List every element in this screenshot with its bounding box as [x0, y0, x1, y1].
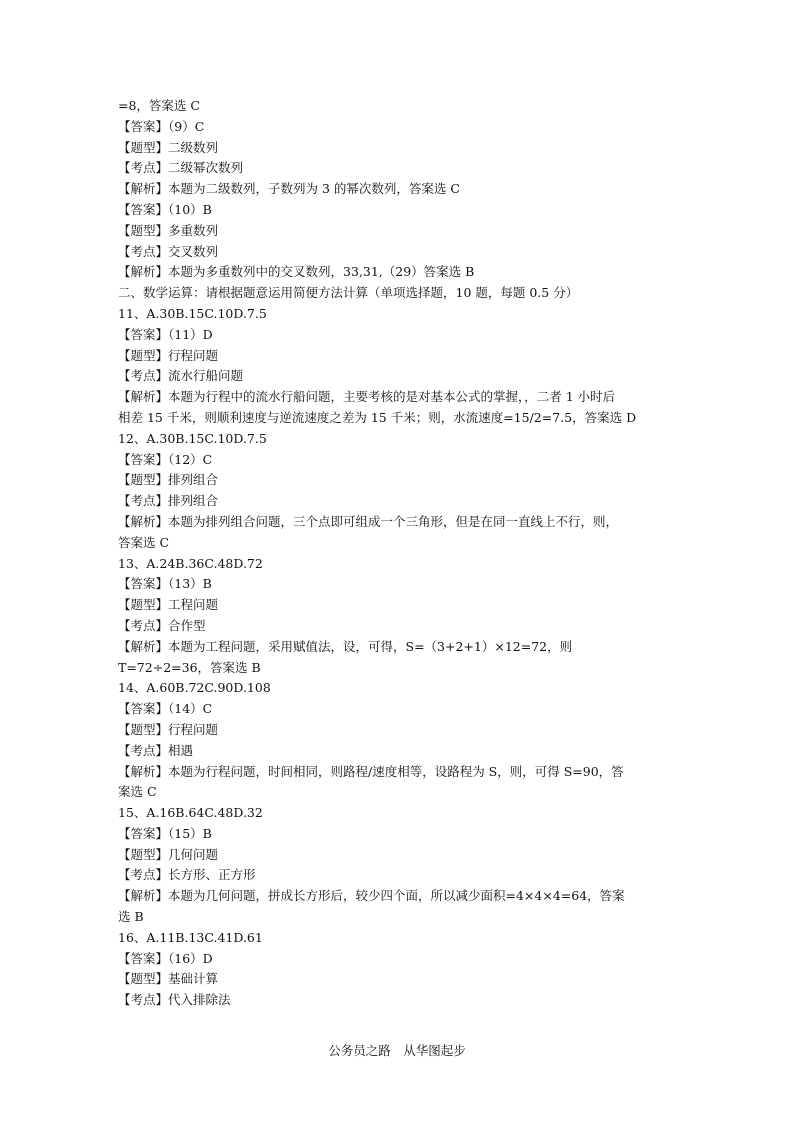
- text-line: 【题型】工程问题: [118, 597, 219, 613]
- text-line: 13、A.24B.36C.48D.72: [118, 555, 263, 571]
- text-line: 【题型】行程问题: [118, 721, 219, 737]
- text-line: 15、A.16B.64C.48D.32: [118, 805, 263, 821]
- text-line: 案选 C: [118, 784, 157, 800]
- text-line: 【考点】相遇: [118, 742, 194, 758]
- text-line: T=72÷2=36，答案选 B: [118, 659, 261, 675]
- text-line: 【解析】本题为二级数列，子数列为 3 的幂次数列，答案选 C: [118, 181, 460, 197]
- text-line: 【考点】排列组合: [118, 493, 219, 509]
- text-line: 【解析】本题为几何问题，拼成长方形后，较少四个面，所以减少面积=4×4×4=64，答案: [118, 888, 625, 904]
- text-line: 【考点】交叉数列: [118, 243, 219, 259]
- text-line: 【解析】本题为多重数列中的交叉数列，33,31,（29）答案选 B: [118, 264, 475, 280]
- text-line: 【答案】（10）B: [118, 201, 212, 217]
- text-line: 【解析】本题为工程问题，采用赋值法，设，可得，S=（3+2+1）×12=72，则: [118, 638, 573, 654]
- text-line: 【题型】二级数列: [118, 139, 219, 155]
- text-line: 【题型】几何问题: [118, 846, 219, 862]
- text-line: 【考点】代入排除法: [118, 992, 231, 1008]
- text-line: 【考点】长方形、正方形: [118, 867, 256, 883]
- text-line: 【考点】二级幂次数列: [118, 160, 244, 176]
- text-line: 【考点】流水行船问题: [118, 368, 244, 384]
- text-line: 【答案】（13）B: [118, 576, 212, 592]
- text-line: 【题型】排列组合: [118, 472, 219, 488]
- text-line: 【考点】合作型: [118, 617, 206, 633]
- text-line: 【答案】（12）C: [118, 451, 213, 467]
- text-line: 相差 15 千米，则顺利速度与逆流速度之差为 15 千米；则，水流速度=15/2=7.5，答案选 D: [118, 409, 637, 425]
- text-line: 【解析】本题为行程问题，时间相同，则路程/速度相等，设路程为 S，则，可得 S=90，答: [118, 763, 624, 779]
- text-line: 【解析】本题为行程中的流水行船问题，主要考核的是对基本公式的掌握，，二者 1 小时后: [118, 389, 616, 405]
- text-line: 【答案】（11）D: [118, 326, 213, 342]
- text-line: 【解析】本题为排列组合问题，三个点即可组成一个三角形，但是在同一直线上不行，则，: [118, 513, 619, 529]
- text-line: 16、A.11B.13C.41D.61: [118, 929, 263, 945]
- text-line: =8，答案选 C: [118, 98, 200, 113]
- text-line: 【答案】（16）D: [118, 950, 213, 966]
- text-line: 14、A.60B.72C.90D.108: [118, 680, 271, 696]
- text-line: 【答案】（9）C: [118, 118, 205, 134]
- text-line: 【题型】多重数列: [118, 222, 219, 238]
- text-line: 二、数学运算：请根据题意运用简便方法计算（单项选择题，10 题，每题 0.5 分）: [118, 285, 579, 301]
- text-line: 【题型】基础计算: [118, 971, 219, 987]
- text-line: 【答案】（15）B: [118, 825, 212, 841]
- text-line: 选 B: [118, 909, 144, 925]
- text-line: 答案选 C: [118, 534, 170, 550]
- page-footer: 公务员之路 从华图起步: [328, 1043, 466, 1058]
- text-line: 【题型】行程问题: [118, 347, 219, 363]
- text-line: 11、A.30B.15C.10D.7.5: [118, 305, 267, 321]
- text-line: 【答案】（14）C: [118, 701, 213, 717]
- text-line: 12、A.30B.15C.10D.7.5: [118, 430, 267, 446]
- document-body: [118, 96, 688, 1011]
